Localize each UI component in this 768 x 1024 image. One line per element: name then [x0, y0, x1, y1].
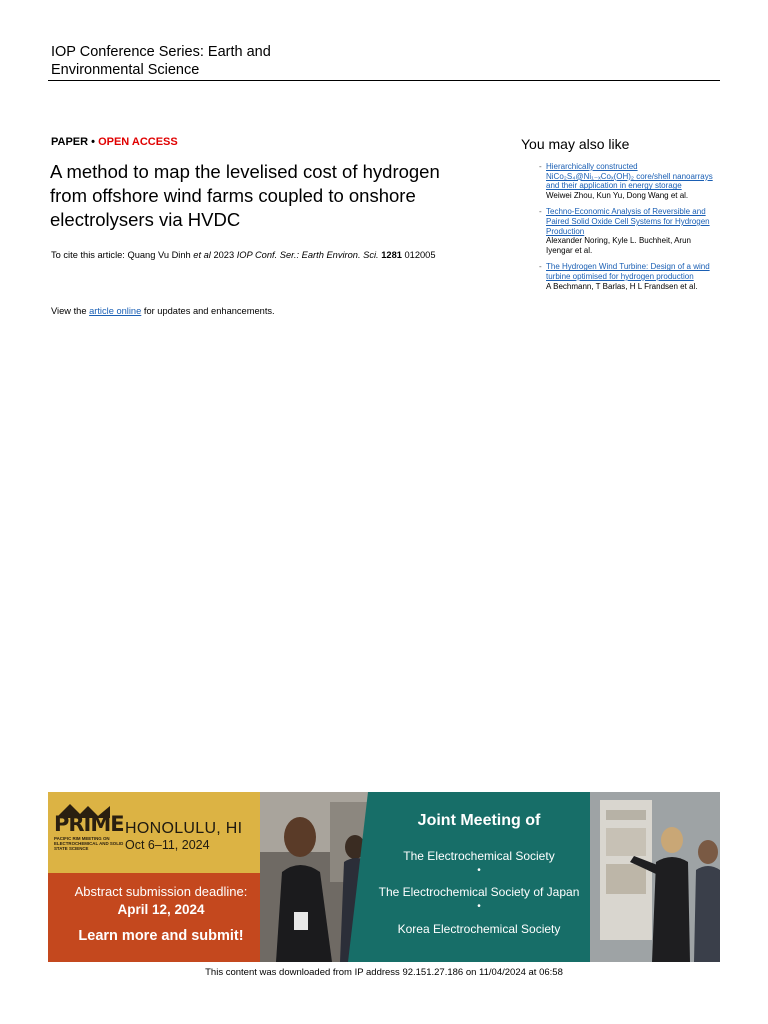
- title-line1: A method to map the levelised cost of hydrogen: [50, 161, 440, 182]
- cite-journal: IOP Conf. Ser.: Earth Environ. Sci.: [236, 250, 379, 260]
- poster-session-photo-image: [590, 792, 720, 962]
- download-footer: This content was downloaded from IP address 92.151.27.186 on 11/04/2024 at 06:58: [205, 967, 563, 978]
- journal-name: [51, 43, 311, 79]
- related-item-authors: Weiwei Zhou, Kun Yu, Dong Wang et al.: [546, 190, 689, 200]
- related-item-dash: -: [539, 262, 542, 272]
- cite-volume: 1281: [381, 250, 402, 260]
- related-item: [539, 207, 717, 255]
- title-line2: from offshore wind farms coupled to onshore: [50, 185, 416, 206]
- prime-conference-banner[interactable]: [48, 792, 720, 962]
- view-online: [51, 306, 275, 316]
- article-title: [50, 160, 500, 232]
- cite-year: 2023: [210, 250, 237, 260]
- related-item-title-link[interactable]: The Hydrogen Wind Turbine: Design of a wind turbine optimised for hydrogen production: [546, 262, 710, 281]
- banner-society-2: The Electrochemical Society of Japan: [378, 885, 580, 899]
- related-list: [539, 162, 717, 298]
- banner-bullet-1: •: [477, 865, 481, 876]
- paper-separator: •: [88, 136, 99, 148]
- title-line3: electrolysers via HVDC: [50, 209, 241, 230]
- related-item-dash: -: [539, 162, 542, 171]
- open-access-label: OPEN ACCESS: [98, 136, 178, 148]
- cite-etal: et al: [193, 250, 211, 260]
- banner-dates: Oct 6–11, 2024: [125, 838, 210, 852]
- prime-logo-word: PRIME: [54, 812, 124, 836]
- journal-name-line2: Environmental Science: [51, 62, 200, 78]
- citation: [51, 249, 511, 261]
- view-after: for updates and enhancements.: [141, 306, 275, 316]
- cite-article-number: 012005: [401, 250, 436, 260]
- related-heading: You may also like: [521, 136, 630, 152]
- paper-tag: [51, 136, 178, 148]
- banner-bullet-2: •: [477, 901, 481, 912]
- view-before: View the: [51, 306, 90, 316]
- related-item-authors: A Bechmann, T Barlas, H L Frandsen et al.: [546, 281, 698, 291]
- paper-label: PAPER: [51, 136, 89, 148]
- related-item: [539, 162, 717, 200]
- banner-joint-meeting: Joint Meeting of: [417, 812, 541, 829]
- banner-location: HONOLULU, HI: [125, 820, 243, 837]
- related-item-authors: Alexander Noring, Kyle L. Buchheit, Arun Iyengar et al.: [546, 236, 691, 255]
- article-online-link[interactable]: article online: [89, 306, 142, 316]
- related-item-title-link[interactable]: Techno-Economic Analysis of Reversible and Paired Solid Oxide Cell Systems for Hydrogen Production: [546, 207, 710, 236]
- banner-deadline-date: April 12, 2024: [117, 902, 205, 917]
- banner-society-1: The Electrochemical Society: [403, 849, 555, 863]
- banner-society-3: Korea Electrochemical Society: [397, 922, 561, 936]
- journal-name-line1: IOP Conference Series: Earth and: [51, 44, 271, 60]
- related-item-title-link[interactable]: Hierarchically constructed NiCo₂S₄@Ni₁₋ₓCoₓ(OH)₂ core/shell nanoarrays and their application in energy storage: [546, 162, 713, 191]
- related-item: [539, 262, 717, 291]
- header-rule: [48, 80, 720, 81]
- banner-deadline-label: Abstract submission deadline:: [74, 884, 248, 899]
- prime-logo-subtitle: PACIFIC RIM MEETING ON ELECTROCHEMICAL AND SOLID STATE SCIENCE: [54, 836, 124, 851]
- cite-prefix: To cite this article: Quang Vu Dinh: [51, 250, 194, 260]
- related-item-dash: -: [539, 207, 542, 217]
- banner-cta[interactable]: Learn more and submit!: [78, 928, 244, 944]
